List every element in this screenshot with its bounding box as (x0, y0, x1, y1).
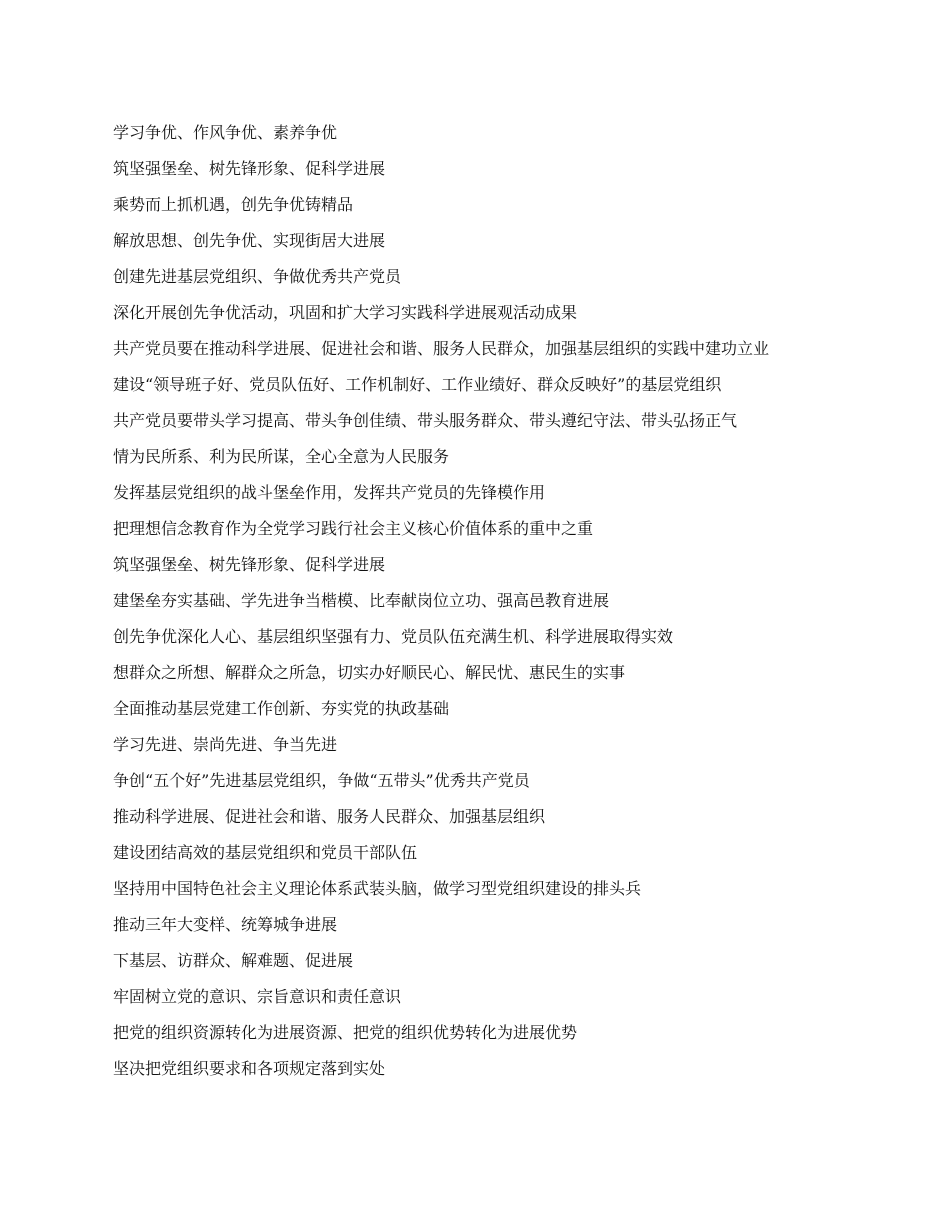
slogan-line: 想群众之所想、解群众之所急，切实办好顺民心、解民忧、惠民生的实事 (113, 663, 626, 682)
slogan-line: 牢固树立党的意识、宗旨意识和责任意识 (113, 987, 402, 1006)
slogan-line: 乘势而上抓机遇，创先争优铸精品 (113, 195, 354, 214)
slogan-line: 共产党员要带头学习提高、带头争创佳绩、带头服务群众、带头遵纪守法、带头弘扬正气 (113, 411, 738, 430)
slogan-line: 全面推动基层党建工作创新、夯实党的执政基础 (113, 699, 450, 718)
slogan-line: 筑坚强堡垒、树先锋形象、促科学进展 (113, 159, 386, 178)
slogan-line: 推动三年大变样、统筹城争进展 (113, 915, 338, 934)
slogan-line: 把党的组织资源转化为进展资源、把党的组织优势转化为进展优势 (113, 1023, 578, 1042)
slogan-line: 学习先进、崇尚先进、争当先进 (113, 735, 338, 754)
slogan-line: 争创“五个好”先进基层党组织，争做“五带头”优秀共产党员 (113, 771, 530, 790)
slogan-list (113, 124, 843, 1096)
slogan-line: 把理想信念教育作为全党学习践行社会主义核心价值体系的重中之重 (113, 519, 594, 538)
slogan-line: 坚持用中国特色社会主义理论体系武装头脑，做学习型党组织建设的排头兵 (113, 879, 642, 898)
slogan-line: 建设“领导班子好、党员队伍好、工作机制好、工作业绩好、群众反映好”的基层党组织 (113, 375, 722, 394)
slogan-line: 下基层、访群众、解难题、促进展 (113, 951, 354, 970)
slogan-line: 情为民所系、利为民所谋，全心全意为人民服务 (113, 447, 450, 466)
slogan-line: 解放思想、创先争优、实现街居大进展 (113, 231, 386, 250)
slogan-line: 推动科学进展、促进社会和谐、服务人民群众、加强基层组织 (113, 807, 546, 826)
slogan-line: 学习争优、作风争优、素养争优 (113, 123, 338, 142)
slogan-line: 共产党员要在推动科学进展、促进社会和谐、服务人民群众，加强基层组织的实践中建功立业 (113, 339, 770, 358)
slogan-line: 建设团结高效的基层党组织和党员干部队伍 (113, 843, 418, 862)
slogan-line: 创先争优深化人心、基层组织坚强有力、党员队伍充满生机、科学进展取得实效 (113, 627, 674, 646)
slogan-line: 深化开展创先争优活动，巩固和扩大学习实践科学进展观活动成果 (113, 303, 578, 322)
slogan-line: 建堡垒夯实基础、学先进争当楷模、比奉献岗位立功、强高邑教育进展 (113, 591, 610, 610)
slogan-line: 坚决把党组织要求和各项规定落到实处 (113, 1059, 386, 1078)
slogan-line: 创建先进基层党组织、争做优秀共产党员 (113, 267, 402, 286)
slogan-line: 筑坚强堡垒、树先锋形象、促科学进展 (113, 555, 386, 574)
slogan-line: 发挥基层党组织的战斗堡垒作用，发挥共产党员的先锋模作用 (113, 483, 546, 502)
